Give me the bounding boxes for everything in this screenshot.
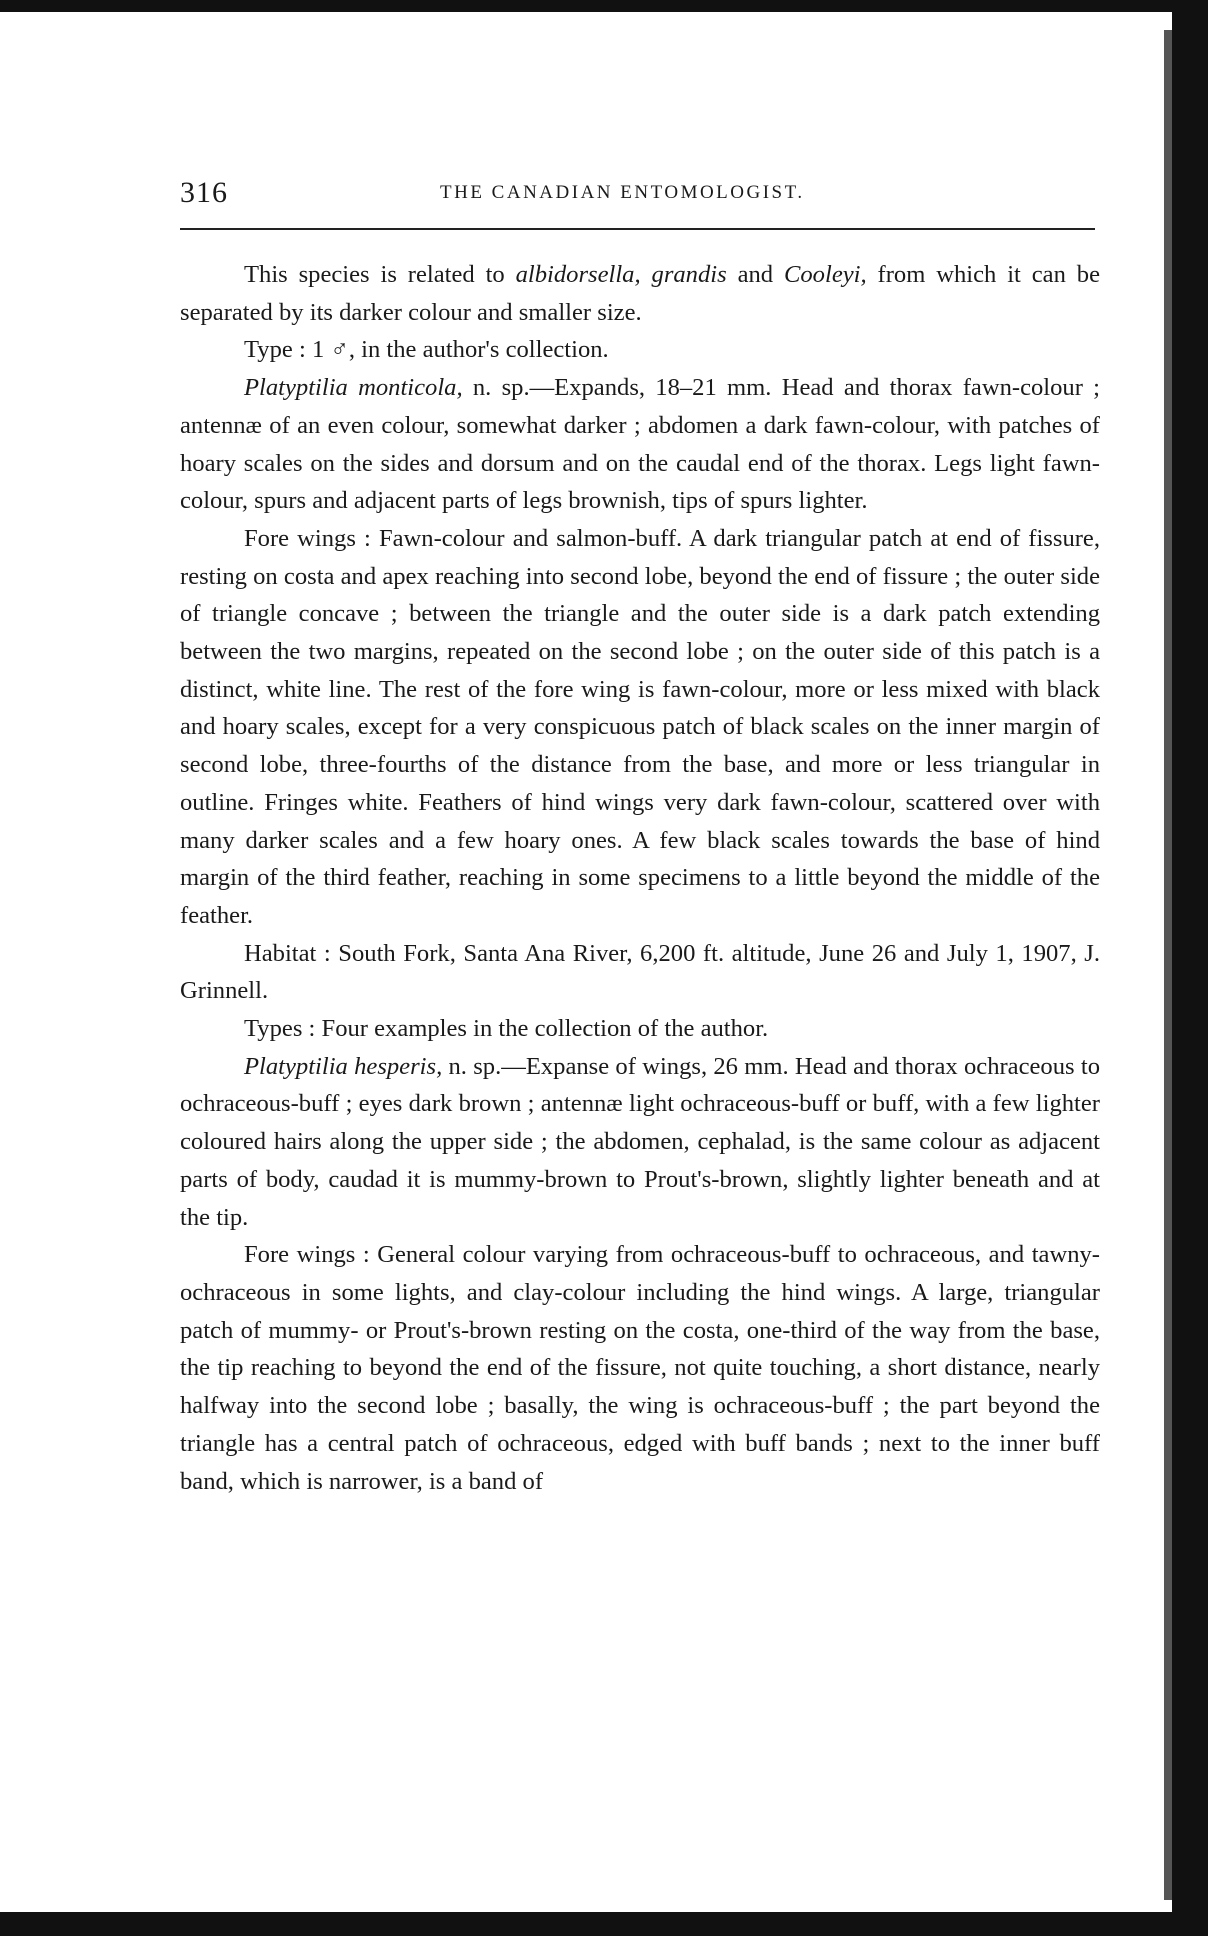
- paragraph-monticola: [180, 369, 1100, 520]
- scan-right-edge: [1172, 0, 1208, 1936]
- scan-right-shadow: [1164, 30, 1172, 1900]
- paragraph-habitat: Habitat : South Fork, Santa Ana River, 6,200 ft. altitude, June 26 and July 1, 1907, J. Grinnell.: [180, 939, 1100, 1005]
- text-run: from which it can be separated by its darker colour and smaller size.: [180, 261, 1100, 326]
- body-text: [180, 256, 1100, 1500]
- paragraph-related-species: [180, 256, 1100, 331]
- text-run: n. sp.—Expanse of wings, 26 mm. Head and thorax ochraceous to ochraceous-buff ; eyes dark brown ; antennæ light ochraceous-buff or buff, with a few lighter coloured hairs along the upper side ; the abdomen, cephalad, is the same colour as adjacent parts of body, caudad it is mummy-brown to Prout's-brown, slightly lighter beneath and at the tip.: [180, 1052, 1100, 1231]
- page-header: [180, 170, 1100, 214]
- paragraph-hesperis-fore-wings: Fore wings : General colour varying from ochraceous-buff to ochraceous, and tawny-ochraceous in some lights, and clay-colour including the hind wings. A large, triangular patch of mummy- or Prout's-brown resting on the costa, one-third of the way from the base, the tip reaching to beyond the end of the fissure, not quite touching, a short distance, nearly halfway into the second lobe ; basally, the wing is ochraceous-buff ; the part beyond the triangle has a central patch of ochraceous, edged with buff bands ; next to the inner buff band, which is narrower, is a band of: [180, 1241, 1100, 1495]
- text-run: This species is related to: [244, 261, 516, 288]
- species-name: Cooleyi,: [783, 261, 867, 288]
- species-name-hesperis: Platyptilia hesperis,: [244, 1052, 443, 1080]
- text-run: n. sp.—Expands, 18–21 mm. Head and thorax fawn-colour ; antennæ of an even colour, somewhat darker ; abdomen a dark fawn-colour, with patches of hoary scales on the sides and dorsum and on the caudal end of the thorax. Legs light fawn-colour, spurs and adjacent parts of legs brownish, tips of spurs lighter.: [180, 374, 1100, 515]
- running-title: THE CANADIAN ENTOMOLOGIST.: [440, 182, 805, 203]
- text-run: and: [726, 261, 784, 288]
- species-name: albidorsella, grandis: [515, 261, 727, 288]
- paragraph-types: Types : Four examples in the collection of the author.: [244, 1015, 769, 1043]
- paragraph-monticola-fore-wings: Fore wings : Fawn-colour and salmon-buff. A dark triangular patch at end of fissure, resting on costa and apex reaching into second lobe, beyond the end of fissure ; the outer side of triangle concave ; between the triangle and the outer side is a dark patch extending between the two margins, repeated on the second lobe ; on the outer side of this patch is a distinct, white line. The rest of the fore wing is fawn-colour, more or less mixed with black and hoary scales, except for a very conspicuous patch of black scales on the inner margin of second lobe, three-fourths of the distance from the base, and more or less triangular in outline. Fringes white. Feathers of hind wings very dark fawn-colour, scattered over with many darker scales and a few hoary ones. A few black scales towards the base of hind margin of the third feather, reaching in some specimens to a little beyond the middle of the feather.: [180, 524, 1100, 929]
- scan-bottom-edge: [0, 1912, 1208, 1936]
- header-rule: [180, 228, 1095, 230]
- page-content: [180, 170, 1100, 1495]
- paragraph-hesperis: [180, 1048, 1100, 1237]
- scan-top-edge: [0, 0, 1208, 12]
- species-name-monticola: Platyptilia monticola,: [244, 374, 463, 402]
- paragraph-type: Type : 1 ♂, in the author's collection.: [244, 336, 609, 364]
- page-number: 316: [180, 176, 228, 209]
